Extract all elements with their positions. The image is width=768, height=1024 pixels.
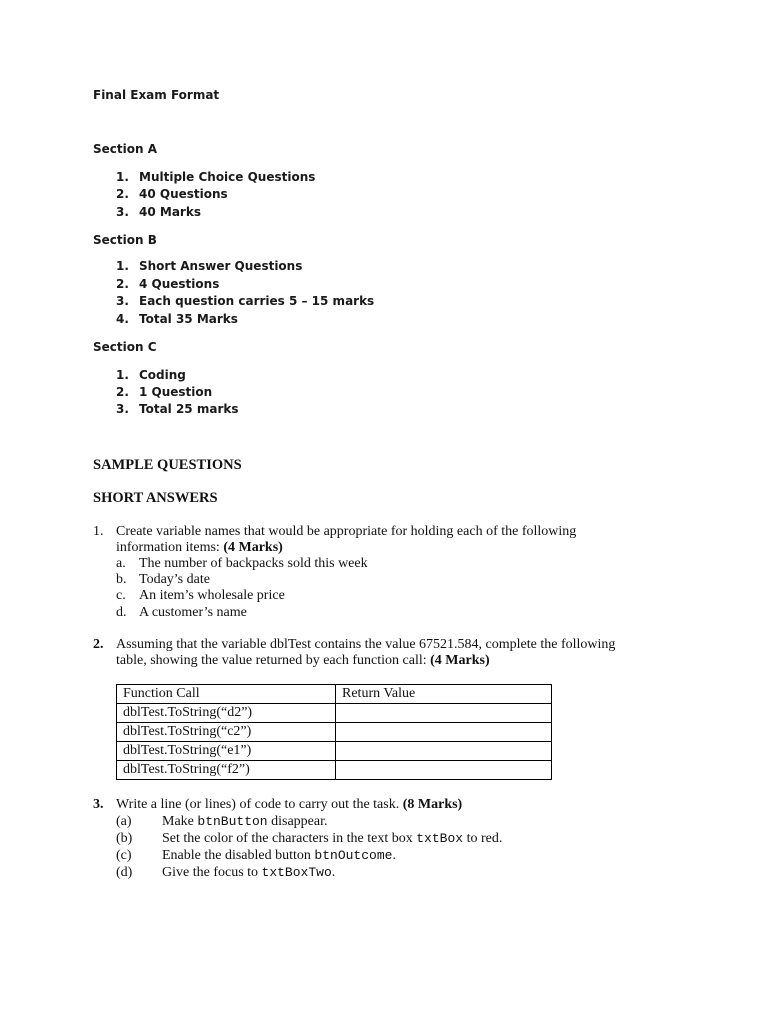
- list-number: 4.: [116, 312, 129, 326]
- question-3-text: Write a line (or lines) of code to carry out the task. (8 Marks): [116, 797, 463, 812]
- question-1-item: An item’s wholesale price: [139, 588, 285, 603]
- function-call-cell: dblTest.ToString(“e1”): [117, 742, 336, 761]
- question-1-item: The number of backpacks sold this week: [139, 556, 368, 571]
- section-b-item: Total 35 Marks: [139, 312, 238, 326]
- list-label: (b): [116, 831, 133, 846]
- question-3-item: Give the focus to txtBoxTwo.: [162, 865, 336, 880]
- question-2-text: Assuming that the variable dblTest contains the value 67521.584, complete the following: [116, 637, 616, 652]
- table-row: [117, 704, 552, 723]
- question-3-item: Set the color of the characters in the text box txtBox to red.: [162, 831, 503, 846]
- list-label: (c): [116, 848, 132, 863]
- question-1-text-cont: information items: (4 Marks): [116, 540, 283, 555]
- function-call-cell: dblTest.ToString(“d2”): [117, 704, 336, 723]
- return-value-cell: [336, 704, 552, 723]
- sample-questions-heading: SAMPLE QUESTIONS: [93, 457, 242, 473]
- list-number: 2.: [116, 277, 129, 291]
- section-a-heading: Section A: [93, 142, 157, 156]
- table-header-cell: Return Value: [336, 685, 552, 704]
- table-header-cell: Function Call: [117, 685, 336, 704]
- function-call-table: [116, 684, 552, 780]
- question-1-number: 1.: [93, 524, 104, 539]
- code-identifier: txtBoxTwo: [261, 865, 332, 880]
- question-1-marks: (4 Marks): [223, 540, 283, 555]
- list-number: 1.: [116, 259, 129, 273]
- section-b-item: Each question carries 5 – 15 marks: [139, 294, 375, 308]
- section-a-item: Multiple Choice Questions: [139, 170, 316, 184]
- section-b-heading: Section B: [93, 233, 157, 247]
- code-identifier: txtBox: [416, 831, 464, 846]
- code-identifier: btnButton: [197, 814, 268, 829]
- table-header-row: [117, 685, 552, 704]
- list-number: 2.: [116, 187, 129, 201]
- list-number: 1.: [116, 368, 129, 382]
- section-c-heading: Section C: [93, 340, 157, 354]
- code-identifier: btnOutcome: [314, 848, 393, 863]
- document-title: Final Exam Format: [93, 88, 220, 102]
- question-1-item: A customer’s name: [139, 605, 247, 620]
- list-number: 3.: [116, 205, 129, 219]
- question-2-text-cont: table, showing the value returned by each function call: (4 Marks): [116, 653, 490, 668]
- question-3-marks: (8 Marks): [402, 797, 463, 812]
- section-b-item: 4 Questions: [139, 277, 220, 291]
- return-value-cell: [336, 723, 552, 742]
- question-3-item: Enable the disabled button btnOutcome.: [162, 848, 396, 863]
- table-row: [117, 742, 552, 761]
- list-number: 3.: [116, 294, 129, 308]
- section-a-item: 40 Marks: [139, 205, 201, 219]
- list-label: (d): [116, 865, 133, 880]
- list-label: d.: [116, 605, 127, 620]
- list-label: b.: [116, 572, 127, 587]
- function-call-cell: dblTest.ToString(“c2”): [117, 723, 336, 742]
- short-answers-heading: SHORT ANSWERS: [93, 490, 218, 506]
- list-label: a.: [116, 556, 126, 571]
- list-number: 2.: [116, 385, 129, 399]
- list-label: c.: [116, 588, 126, 603]
- section-b-item: Short Answer Questions: [139, 259, 303, 273]
- question-1-item: Today’s date: [139, 572, 210, 587]
- table-row: [117, 761, 552, 780]
- question-3-item: Make btnButton disappear.: [162, 814, 328, 829]
- return-value-cell: [336, 761, 552, 780]
- return-value-cell: [336, 742, 552, 761]
- section-c-item: Coding: [139, 368, 186, 382]
- question-1-text: Create variable names that would be appropriate for holding each of the following: [116, 524, 577, 539]
- section-c-item: 1 Question: [139, 385, 213, 399]
- question-2-number: 2.: [93, 637, 104, 652]
- list-number: 3.: [116, 402, 129, 416]
- section-a-item: 40 Questions: [139, 187, 228, 201]
- table-row: [117, 723, 552, 742]
- function-call-cell: dblTest.ToString(“f2”): [117, 761, 336, 780]
- list-number: 1.: [116, 170, 129, 184]
- section-c-item: Total 25 marks: [139, 402, 239, 416]
- question-2-marks: (4 Marks): [430, 653, 490, 668]
- list-label: (a): [116, 814, 132, 829]
- question-3-number: 3.: [93, 797, 104, 812]
